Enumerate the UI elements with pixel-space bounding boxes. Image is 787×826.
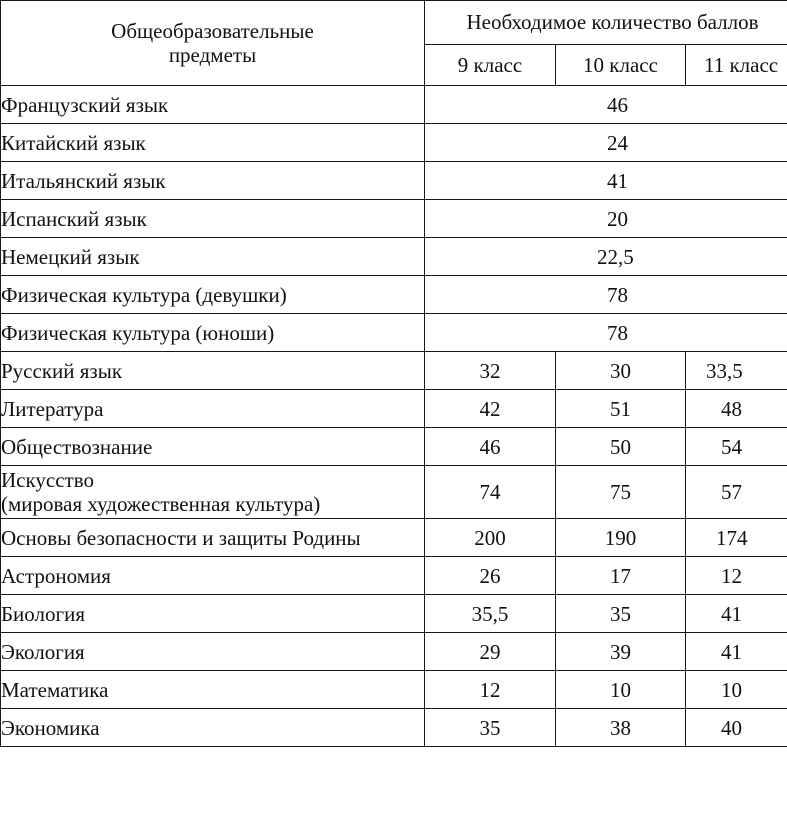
score-grade-10: 190 (556, 519, 686, 557)
subjects-column-header (1, 1, 425, 86)
score-value: 22,5 (425, 238, 787, 276)
score-grade-11: 41 (686, 595, 787, 633)
score-value: 41 (425, 162, 787, 200)
subject-name (1, 466, 425, 519)
score-grade-11: 33,5 (686, 352, 787, 390)
table-row (1, 390, 787, 428)
score-grade-10: 30 (556, 352, 686, 390)
score-grade-10: 35 (556, 595, 686, 633)
table-row (1, 557, 787, 595)
subject-name: Математика (1, 671, 425, 709)
score-grade-11: 40 (686, 709, 787, 747)
subject-name: Французский язык (1, 86, 425, 124)
table-row (1, 671, 787, 709)
subject-name-line2: (мировая художественная культура) (1, 492, 321, 516)
table-row (1, 124, 787, 162)
subject-name: Китайский язык (1, 124, 425, 162)
score-grade-9: 200 (425, 519, 556, 557)
score-grade-10: 50 (556, 428, 686, 466)
score-grade-10: 75 (556, 466, 686, 519)
table-row (1, 276, 787, 314)
subject-name: Обществознание (1, 428, 425, 466)
subjects-header-line1: Общеобразовательные (111, 19, 314, 43)
grade-10-header: 10 класс (556, 44, 686, 85)
score-value: 46 (425, 86, 787, 124)
subject-name: Астрономия (1, 557, 425, 595)
table-row (1, 86, 787, 124)
score-grade-9: 26 (425, 557, 556, 595)
score-grade-11: 54 (686, 428, 787, 466)
score-grade-10: 39 (556, 633, 686, 671)
table-row (1, 428, 787, 466)
subject-name: Итальянский язык (1, 162, 425, 200)
score-grade-9: 42 (425, 390, 556, 428)
table-row (1, 200, 787, 238)
subject-name: Немецкий язык (1, 238, 425, 276)
score-grade-9: 12 (425, 671, 556, 709)
subject-name: Литература (1, 390, 425, 428)
score-grade-9: 35 (425, 709, 556, 747)
score-grade-11: 41 (686, 633, 787, 671)
table-row (1, 352, 787, 390)
grade-9-header: 9 класс (425, 44, 556, 85)
subject-name: Физическая культура (девушки) (1, 276, 425, 314)
table-row (1, 466, 787, 519)
subjects-header-line2: предметы (168, 43, 257, 67)
score-value: 78 (425, 276, 787, 314)
score-grade-9: 32 (425, 352, 556, 390)
table-row (1, 314, 787, 352)
score-grade-10: 10 (556, 671, 686, 709)
score-value: 24 (425, 124, 787, 162)
subject-name: Испанский язык (1, 200, 425, 238)
score-grade-9: 29 (425, 633, 556, 671)
subject-name: Русский язык (1, 352, 425, 390)
required-score-group-header: Необходимое количество баллов (425, 1, 787, 45)
grade-11-header: 11 класс (686, 44, 787, 85)
subject-name: Биология (1, 595, 425, 633)
subject-name: Физическая культура (юноши) (1, 314, 425, 352)
score-grade-9: 74 (425, 466, 556, 519)
score-value: 20 (425, 200, 787, 238)
subject-name: Основы безопасности и защиты Родины (1, 519, 425, 557)
table-row (1, 633, 787, 671)
score-grade-11: 48 (686, 390, 787, 428)
table-row (1, 709, 787, 747)
score-grade-10: 38 (556, 709, 686, 747)
score-grade-10: 17 (556, 557, 686, 595)
score-grade-9: 46 (425, 428, 556, 466)
score-grade-11: 10 (686, 671, 787, 709)
subject-name: Экономика (1, 709, 425, 747)
score-grade-11: 12 (686, 557, 787, 595)
score-value: 78 (425, 314, 787, 352)
score-grade-9: 35,5 (425, 595, 556, 633)
table-row (1, 238, 787, 276)
score-grade-11: 57 (686, 466, 787, 519)
table-row (1, 162, 787, 200)
table-row (1, 519, 787, 557)
score-grade-10: 51 (556, 390, 686, 428)
subject-name: Экология (1, 633, 425, 671)
score-grade-11: 174 (686, 519, 787, 557)
subject-name-line1: Искусство (1, 468, 94, 492)
header-row-1 (1, 1, 787, 45)
table-row (1, 595, 787, 633)
